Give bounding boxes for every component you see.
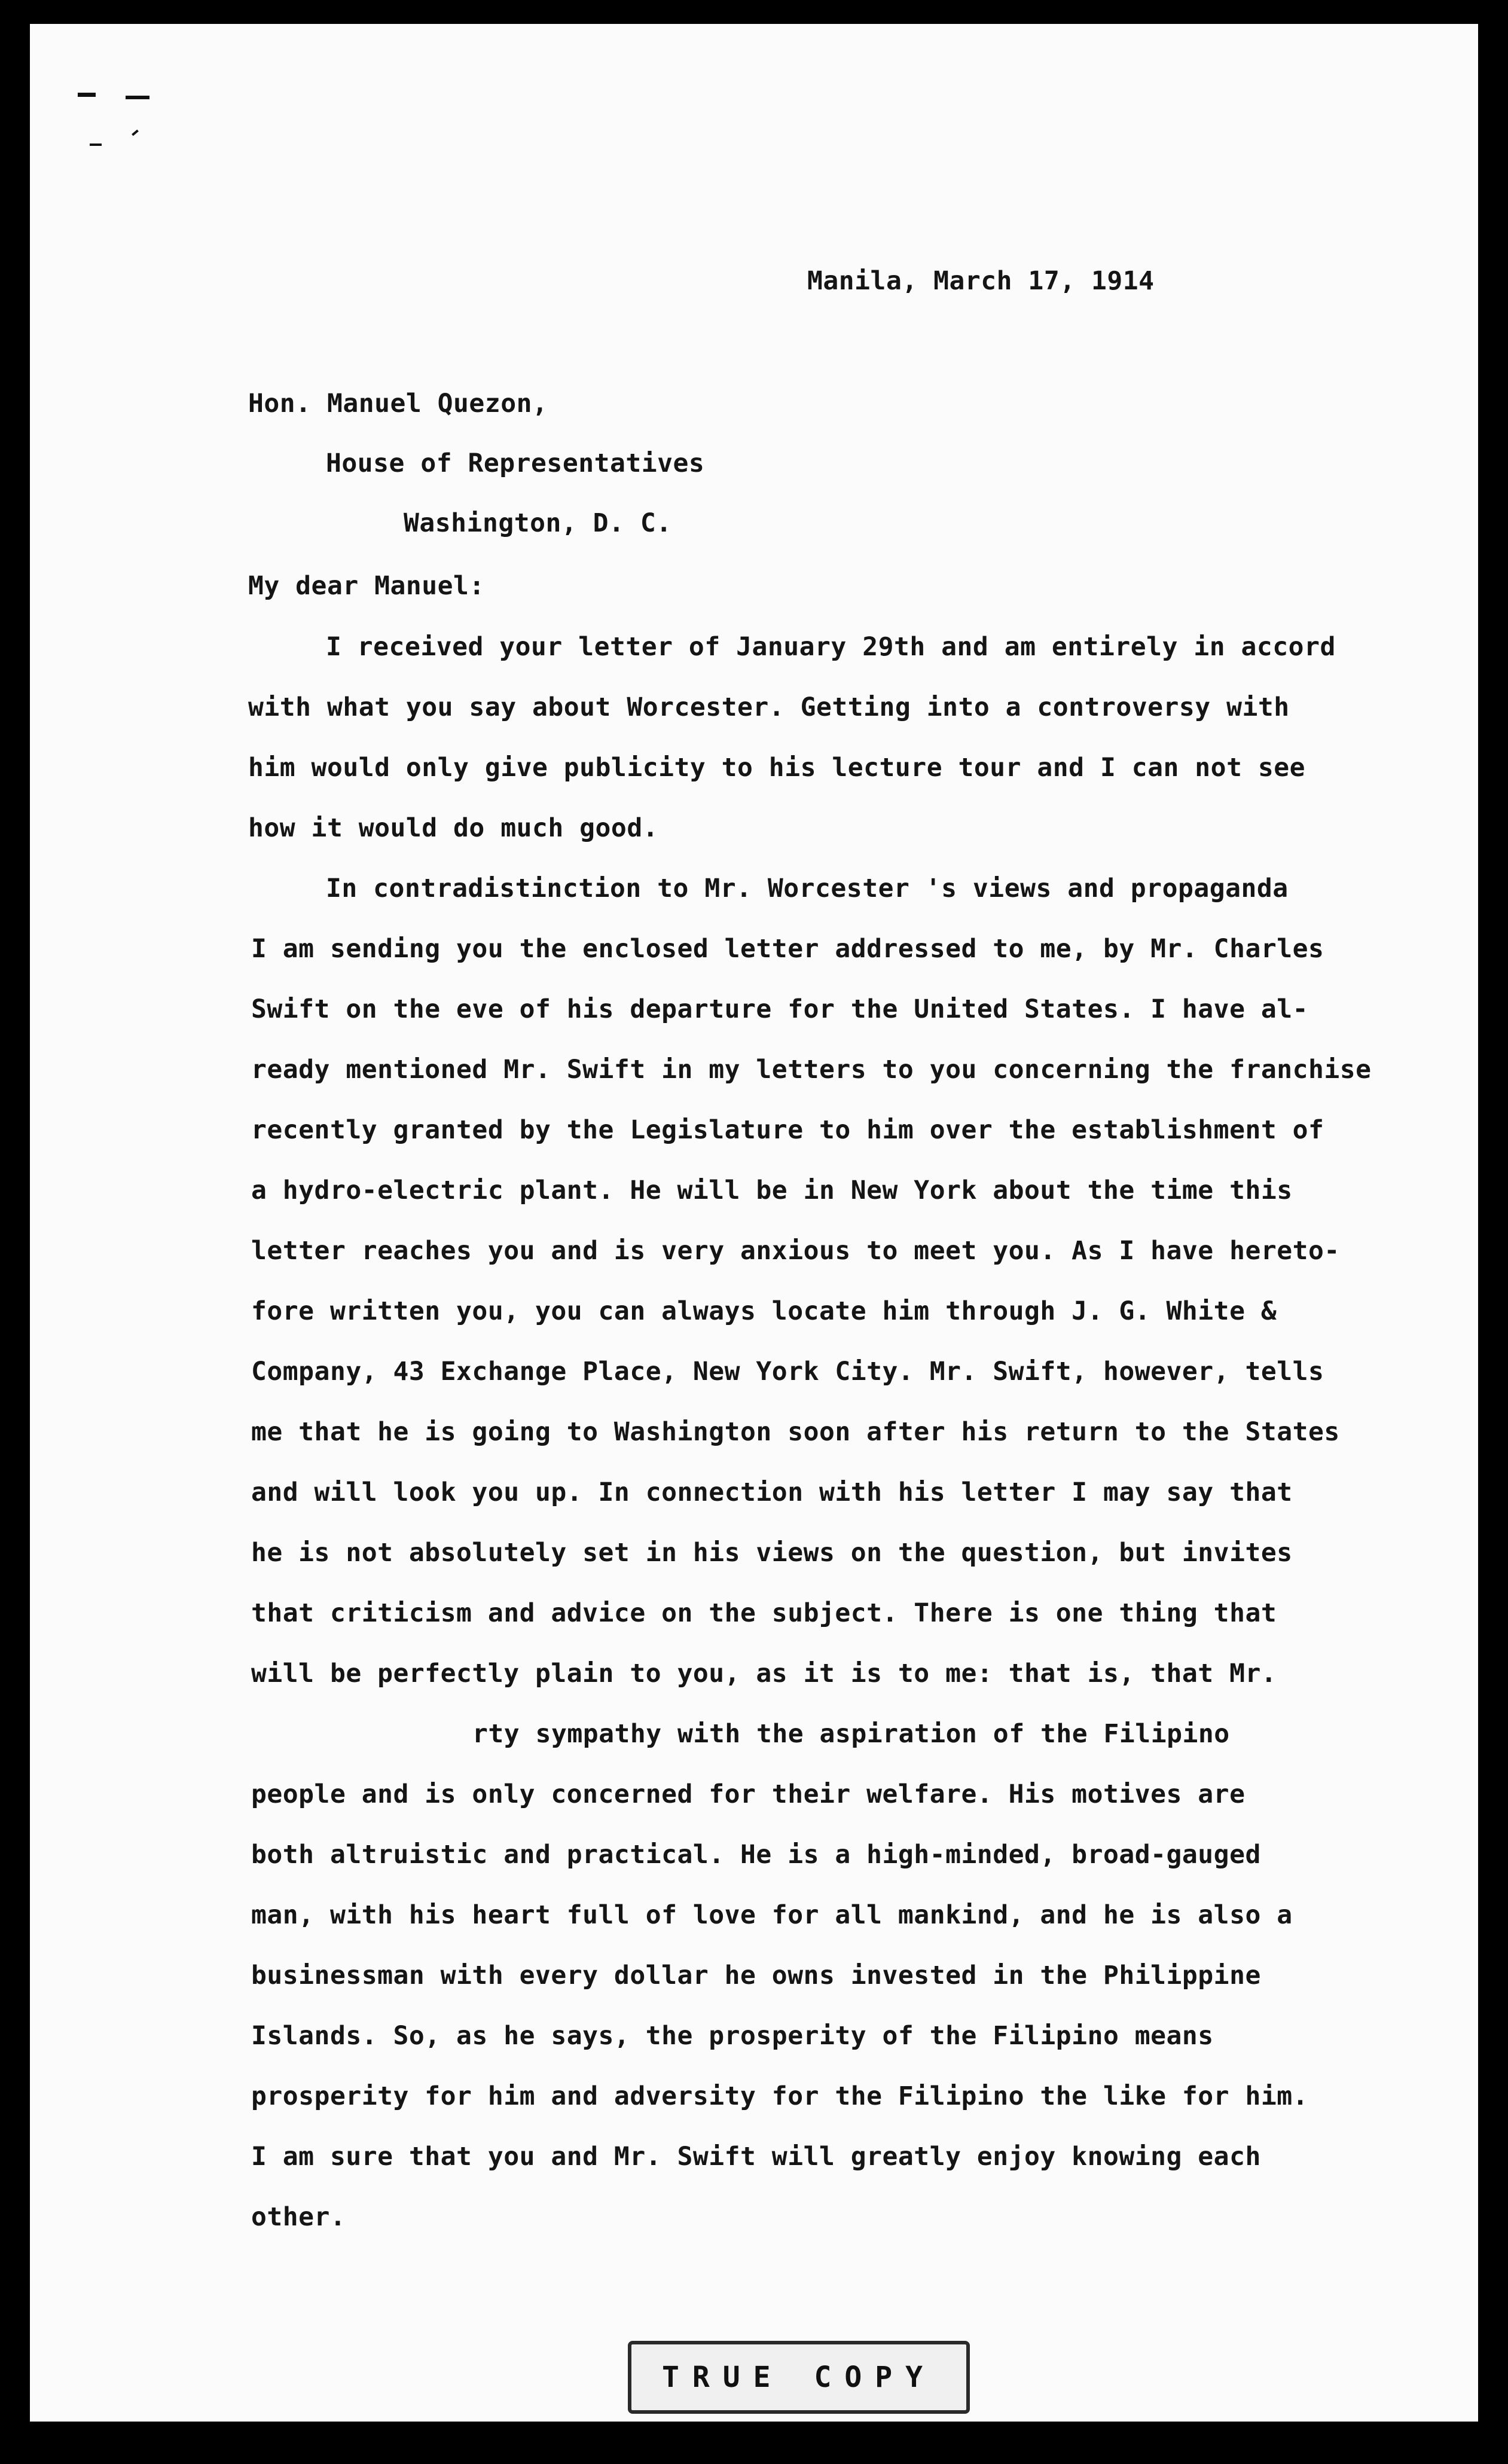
body-line: ready mentioned Mr. Swift in my letters to you concerning the franchise xyxy=(251,1055,1372,1085)
scan-mark xyxy=(132,130,139,136)
body-line: a hydro-electric plant. He will be in New York about the time this xyxy=(251,1175,1293,1205)
letter-page xyxy=(30,24,1478,2422)
body-line: will be perfectly plain to you, as it is to me: that is, that Mr. xyxy=(251,1659,1277,1689)
recipient-name: Hon. Manuel Quezon, xyxy=(248,389,548,419)
body-line: people and is only concerned for their welfare. His motives are xyxy=(251,1779,1246,1809)
body-line: fore written you, you can always locate him through J. G. White & xyxy=(251,1296,1277,1326)
body-line: how it would do much good. xyxy=(248,813,659,843)
body-line: Company, 43 Exchange Place, New York City. Mr. Swift, however, tells xyxy=(251,1357,1324,1387)
date-line: Manila, March 17, 1914 xyxy=(807,266,1155,296)
body-line: him would only give publicity to his lecture tour and I can not see xyxy=(248,753,1306,783)
body-line: he is not absolutely set in his views on the question, but invites xyxy=(251,1538,1293,1568)
body-line: Swift on the eve of his departure for the United States. I have al- xyxy=(251,994,1309,1024)
body-line: rty sympathy with the aspiration of the Filipino xyxy=(472,1719,1230,1749)
body-line: other. xyxy=(251,2202,346,2232)
scan-mark xyxy=(90,143,102,146)
body-line: man, with his heart full of love for all mankind, and he is also a xyxy=(251,1900,1293,1930)
salutation: My dear Manuel: xyxy=(248,571,485,601)
scan-mark xyxy=(126,96,149,99)
true-copy-stamp: TRUE COPY xyxy=(628,2341,970,2414)
body-line: prosperity for him and adversity for the Filipino the like for him. xyxy=(251,2081,1309,2111)
body-line: businessman with every dollar he owns invested in the Philippine xyxy=(251,1961,1261,1990)
body-line: with what you say about Worcester. Getting into a controversy with xyxy=(248,692,1290,722)
body-line: In contradistinction to Mr. Worcester 's views and propaganda xyxy=(326,874,1289,903)
body-line: that criticism and advice on the subject. There is one thing that xyxy=(251,1598,1277,1628)
recipient-city: Washington, D. C. xyxy=(404,508,672,538)
recipient-office: House of Representatives xyxy=(326,448,705,478)
body-line: I am sure that you and Mr. Swift will greatly enjoy knowing each xyxy=(251,2142,1261,2172)
scan-mark xyxy=(78,93,96,97)
body-line: letter reaches you and is very anxious to meet you. As I have hereto- xyxy=(251,1236,1340,1266)
body-line: I am sending you the enclosed letter addressed to me, by Mr. Charles xyxy=(251,934,1324,964)
body-line: recently granted by the Legislature to him over the establishment of xyxy=(251,1115,1324,1145)
body-line: me that he is going to Washington soon after his return to the States xyxy=(251,1417,1340,1447)
body-line: I received your letter of January 29th and am entirely in accord xyxy=(326,632,1336,662)
body-line: both altruistic and practical. He is a high-minded, broad-gauged xyxy=(251,1840,1261,1870)
body-line: and will look you up. In connection with his letter I may say that xyxy=(251,1477,1293,1507)
body-line: Islands. So, as he says, the prosperity of the Filipino means xyxy=(251,2021,1214,2051)
